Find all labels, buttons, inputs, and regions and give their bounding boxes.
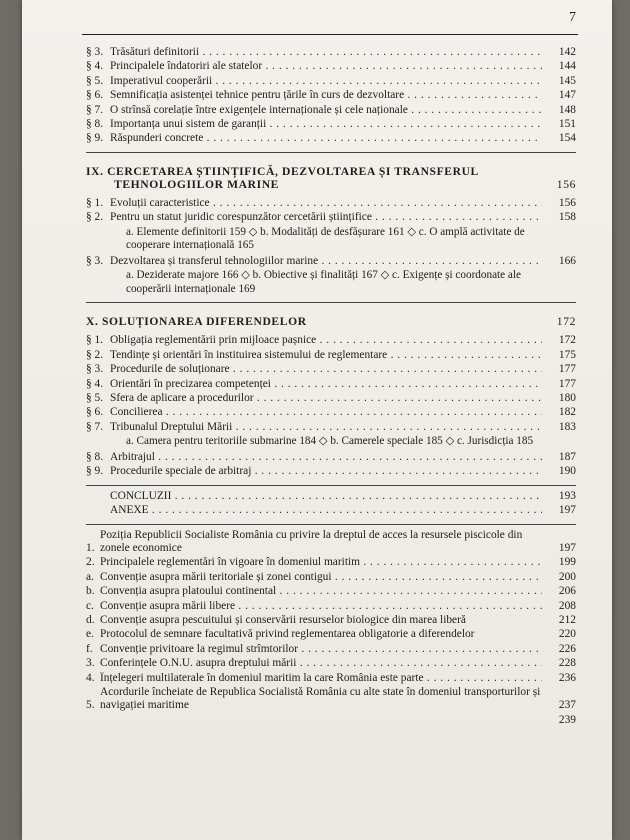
chapter-title: X. SOLUȚIONAREA DIFERENDELOR 172 bbox=[86, 315, 576, 329]
toc-entry: § 9. Procedurile speciale de arbitraj . . . 190 bbox=[86, 465, 576, 478]
toc-last-page: 239 bbox=[558, 713, 576, 726]
annex-entry: c. Convenție asupra mării libere . . . 208 bbox=[86, 600, 576, 613]
annex-entry: 3. Conferințele O.N.U. asupra dreptului mării . . . 228 bbox=[86, 657, 576, 670]
toc-entry: § 5. Sfera de aplicare a procedurilor . . . 180 bbox=[86, 392, 576, 405]
toc-entry: § 1. Obligația reglementării prin mijloace pașnice . . . 172 bbox=[86, 334, 576, 347]
chapter-ix bbox=[86, 152, 576, 297]
toc-entry: § 2. Pentru un statut juridic corespunzător cercetării științifice . . . 158 bbox=[86, 211, 576, 224]
table-of-contents bbox=[86, 46, 576, 728]
toc-entry-concluzii: CONCLUZII . . . 193 bbox=[86, 490, 576, 503]
toc-entry: § 1. Evoluții caracteristice . . . 156 bbox=[86, 197, 576, 210]
toc-entry: § 5. Imperativul cooperării . . . 145 bbox=[86, 75, 576, 88]
toc-subentries: a. Deziderate majore 166 ◇ b. Obiective și finalități 167 ◇ c. Exigențe și coordonate ale cooperării internaționale 169 bbox=[126, 269, 521, 295]
annex-entry: d. Convenție asupra pescuitului și conservării resurselor biologice din marea liberă 212 bbox=[86, 613, 576, 626]
toc-subentries: a. Camera pentru teritoriile submarine 184 ◇ b. Camerele speciale 185 ◇ c. Jurisdicția 185 bbox=[126, 435, 534, 448]
toc-entry: § 9. Răspunderi concrete . . . 154 bbox=[86, 132, 576, 145]
header-rule bbox=[82, 34, 578, 35]
annex-entry: b. Convenția asupra platoului continental . . . 206 bbox=[86, 585, 576, 598]
back-matter bbox=[86, 485, 576, 518]
annex-entry: e. Protocolul de semnare facultativă privind reglementarea obligatorie a diferendelor 220 bbox=[86, 628, 576, 641]
annex-entry: a. Convenție asupra mării teritoriale și zonei contigui . . . 200 bbox=[86, 571, 576, 584]
toc-entry: § 3. Procedurile de soluționare . . . 177 bbox=[86, 363, 576, 376]
chapter-x bbox=[86, 302, 576, 478]
annex-entry: 4. Înțelegeri multilaterale în domeniul maritim la care România este parte . . . 236 bbox=[86, 672, 576, 685]
annex-entry: f. Convenție privitoare la regimul strîmtorilor . . . 226 bbox=[86, 643, 576, 656]
toc-subentries: a. Elemente definitorii 159 ◇ b. Modalități de desfășurare 161 ◇ c. O amplă activitate de cooperare internațională 165 bbox=[126, 225, 525, 252]
toc-entry: § 2. Tendințe și orientări în instituirea sistemului de reglementare . . . 175 bbox=[86, 349, 576, 362]
annex-entry: 2. Principalele reglementări în vigoare în domeniul maritim . . . 199 bbox=[86, 556, 576, 569]
annex-entry: 5. Acordurile încheiate de Republica Socialistă România cu alte state în domeniul transporturilor și navigației maritime 237 bbox=[86, 685, 576, 712]
toc-entry-anexe: ANEXE . . . 197 bbox=[86, 504, 576, 517]
toc-entry: § 7. O strînsă corelație între exigențele internaționale și cele naționale . . . 148 bbox=[86, 104, 576, 117]
chapter-title: IX. CERCETAREA ȘTIINȚIFICĂ, DEZVOLTAREA ȘI TRANSFERUL TEHNOLOGIILOR MARINE 156 bbox=[86, 164, 576, 191]
page-number: 7 bbox=[569, 10, 576, 25]
toc-entry: § 3. Trăsături definitorii . . . 142 bbox=[86, 46, 576, 59]
annex-entry: 1. Poziția Republicii Socialiste România cu privire la dreptul de acces la resursele piscicole din zonele economice 197 bbox=[86, 528, 576, 554]
toc-entry: § 4. Orientări în precizarea competenței . . . 177 bbox=[86, 378, 576, 391]
book-page bbox=[22, 0, 612, 840]
toc-entry: § 7. Tribunalul Dreptului Mării . . . 183 bbox=[86, 421, 576, 434]
toc-entry: § 3. Dezvoltarea și transferul tehnologiilor marine . . . 166 bbox=[86, 255, 576, 268]
toc-entry: § 6. Concilierea . . . 182 bbox=[86, 406, 576, 419]
toc-entry: § 8. Importanța unui sistem de garanții . . . 151 bbox=[86, 118, 576, 131]
toc-entry: § 6. Semnificația asistenței tehnice pentru țările în curs de dezvoltare . . . 147 bbox=[86, 89, 576, 102]
toc-entry: § 4. Principalele îndatoriri ale statelor . . . 144 bbox=[86, 60, 576, 73]
toc-entry: § 8. Arbitrajul . . . 187 bbox=[86, 451, 576, 464]
annex-list bbox=[86, 524, 576, 728]
